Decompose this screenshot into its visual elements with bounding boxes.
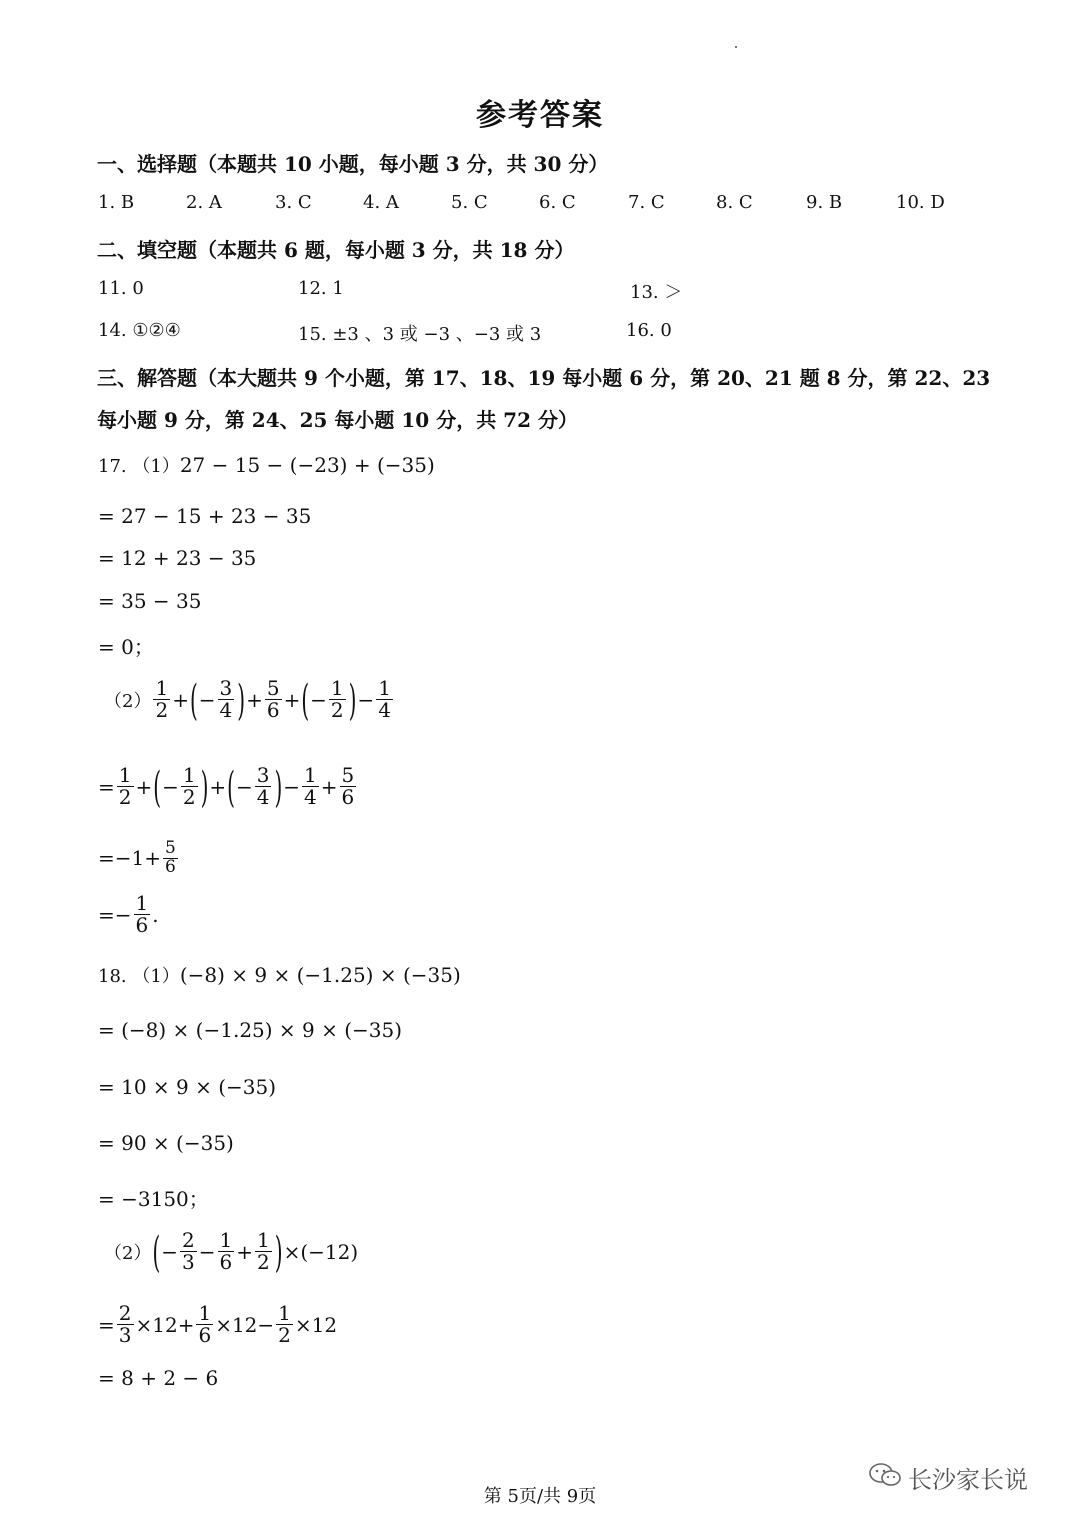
q17-part2-step-2: =−1+ $\frac{5}{6}$ — [98, 838, 176, 877]
answer-16: 16. 0 — [626, 320, 672, 341]
answer-14: 14. ①②④ — [98, 320, 181, 341]
q17-part2-expr: （2） $\frac{1}{2}$ + ( − $\frac{3}{4}$ ) + $\frac{5}{6}$ + ( − $\frac{1}{2}$ ) − $\frac{1}{4}$ — [104, 674, 391, 725]
q17-part2-step-1: = $\frac{1}{2}$ + ( − $\frac{1}{2}$ ) + ( − $\frac{3}{4}$ ) − $\frac{1}{4}$ + $\frac{5}{6}$ — [98, 761, 355, 812]
watermark: 长沙家长说 — [868, 1460, 1028, 1495]
q17-step-1: = 27 − 15 + 23 − 35 — [98, 504, 312, 528]
q18-step-2: = 10 × 9 × (−35) — [98, 1075, 277, 1099]
page-footer: 第 5页/共 9页 — [483, 1486, 597, 1507]
choice-answer-1: 1. B — [98, 192, 135, 213]
q17-label: 17. （1） — [98, 456, 180, 477]
q18-part2-step-1: = $\frac{2}{3}$ ×12+ $\frac{1}{6}$ ×12− $\frac{1}{2}$ ×12 — [98, 1301, 338, 1347]
choice-answer-10: 10. D — [896, 192, 945, 213]
q18-part2-expr: （2） ( − $\frac{2}{3}$ − $\frac{1}{6}$ + $\frac{1}{2}$ ) ×(−12) — [104, 1226, 359, 1277]
q18-part2-step-2: = 8 + 2 − 6 — [98, 1366, 219, 1390]
choice-answer-4: 4. A — [363, 192, 399, 213]
answer-11: 11. 0 — [98, 278, 144, 299]
choice-answer-8: 8. C — [716, 192, 753, 213]
choice-answer-3: 3. C — [275, 192, 312, 213]
wechat-icon — [868, 1461, 902, 1495]
section-heading-choice: 一、选择题（本题共 10 小题，每小题 3 分，共 30 分） — [97, 152, 609, 176]
q18-step-1: = (−8) × (−1.25) × 9 × (−35) — [98, 1018, 403, 1042]
q18-expr: (−8) × 9 × (−1.25) × (−35) — [179, 963, 461, 987]
choice-answer-5: 5. C — [451, 192, 488, 213]
section-heading-solve-1: 三、解答题（本大题共 9 个小题，第 17、18、19 每小题 6 分，第 20、21 题 8 分，第 22、23 — [97, 366, 991, 390]
q18-label: 18. （1） — [98, 966, 180, 987]
speck — [735, 46, 737, 48]
choice-answer-9: 9. B — [806, 192, 843, 213]
section-heading-fill: 二、填空题（本题共 6 题，每小题 3 分，共 18 分） — [97, 238, 575, 262]
choice-answer-6: 6. C — [539, 192, 576, 213]
q17-step-2: = 12 + 23 − 35 — [98, 546, 257, 570]
answer-13: 13. ＞ — [630, 282, 683, 303]
q17-part2-step-3: =− $\frac{1}{6}$ . — [98, 891, 159, 937]
answer-15: 15. ±3 、3 或 −3 、−3 或 3 — [298, 324, 542, 345]
page-title: 参考答案 — [476, 98, 604, 133]
q18-step-3: = 90 × (−35) — [98, 1131, 234, 1155]
section-heading-solve-2: 每小题 9 分，第 24、25 每小题 10 分，共 72 分） — [97, 408, 578, 432]
choice-answer-7: 7. C — [628, 192, 665, 213]
q17-step-4: = 0； — [98, 635, 154, 659]
q18-step-4: = −3150； — [98, 1187, 209, 1211]
q17-expr: 27 − 15 − (−23) + (−35) — [179, 453, 435, 477]
q17-step-3: = 35 − 35 — [98, 589, 202, 613]
answer-12: 12. 1 — [298, 278, 344, 299]
choice-answer-2: 2. A — [186, 192, 222, 213]
